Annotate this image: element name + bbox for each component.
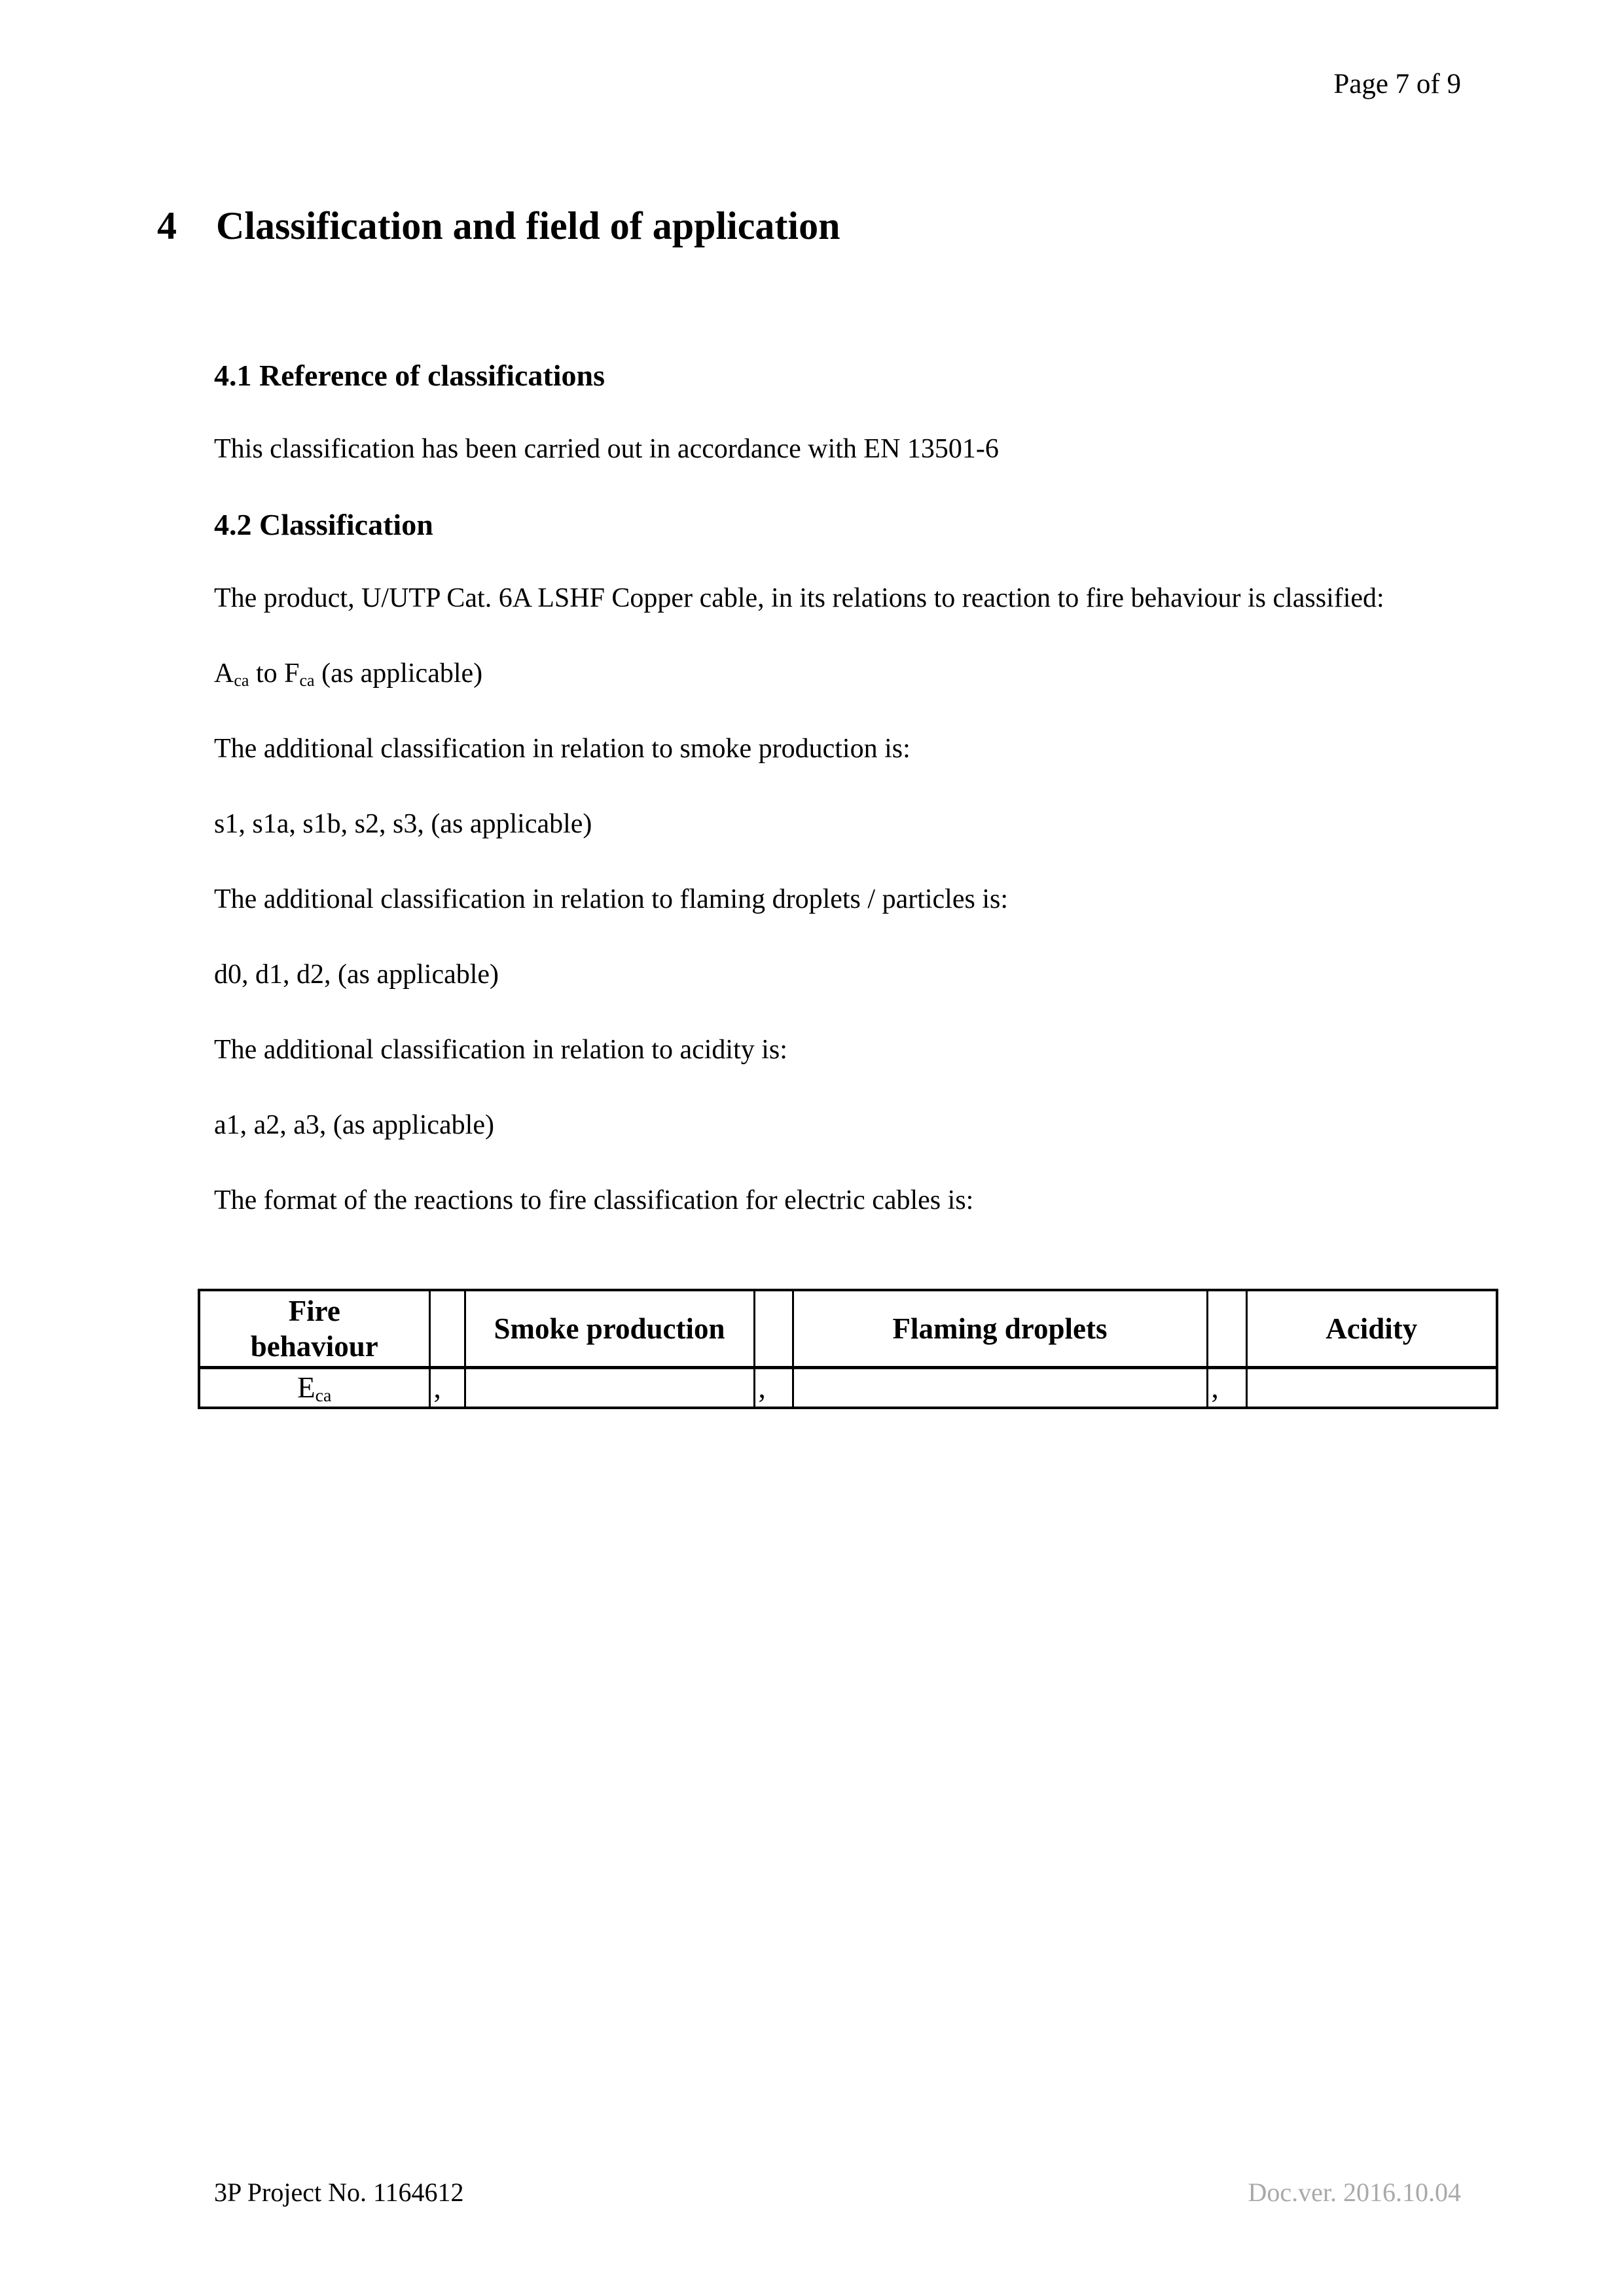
header-separator-3 xyxy=(1207,1290,1246,1367)
cell-droplets xyxy=(793,1367,1207,1408)
cell-fire-behaviour xyxy=(199,1367,429,1408)
header-separator-2 xyxy=(754,1290,793,1367)
reference-paragraph: This classification has been carried out in accordance with EN 13501-6 xyxy=(214,434,999,464)
document-body xyxy=(214,251,1461,1257)
classification-intro-paragraph: The product, U/UTP Cat. 6A LSHF Copper cable, in its relations to reaction to fire behaviour is classified: xyxy=(214,583,1384,613)
droplets-classification-values: d0, d1, d2, (as applicable) xyxy=(214,960,499,990)
header-flaming-droplets: Flaming droplets xyxy=(793,1290,1207,1367)
header-fire-behaviour: Fire behaviour xyxy=(199,1290,429,1367)
page-footer xyxy=(0,2176,1624,2296)
cell-comma-3: , xyxy=(1207,1367,1246,1408)
acidity-classification-values: a1, a2, a3, (as applicable) xyxy=(214,1110,494,1140)
fire-class-sub1: ca xyxy=(234,670,249,690)
project-number: 3P Project No. 1164612 xyxy=(214,2178,464,2207)
eca-pre: E xyxy=(297,1371,316,1404)
table-header-row xyxy=(199,1290,1497,1367)
page-number: Page 7 of 9 xyxy=(1333,69,1461,99)
header-smoke-production: Smoke production xyxy=(465,1290,754,1367)
fire-class-mid: to F xyxy=(249,658,300,689)
section-title-text: Classification and field of application xyxy=(216,204,840,247)
fire-class-post: (as applicable) xyxy=(314,658,483,689)
section-title xyxy=(157,201,1624,251)
fire-class-pre: A xyxy=(214,658,234,689)
cell-comma-1: , xyxy=(429,1367,465,1408)
cell-acidity xyxy=(1246,1367,1497,1408)
fire-class-sub2: ca xyxy=(299,670,315,690)
smoke-classification-values: s1, s1a, s1b, s2, s3, (as applicable) xyxy=(214,809,592,839)
subsection-42-heading: 4.2 Classification xyxy=(214,508,433,541)
table-row xyxy=(199,1367,1497,1408)
cell-smoke xyxy=(465,1367,754,1408)
section-number: 4 xyxy=(157,204,177,247)
eca-sub: ca xyxy=(315,1386,332,1407)
droplets-classification-label: The additional classification in relation to flaming droplets / particles is: xyxy=(214,884,1009,914)
subsection-41-heading: 4.1 Reference of classifications xyxy=(214,359,605,392)
classification-format-table xyxy=(198,1289,1498,1409)
smoke-classification-label: The additional classification in relation to smoke production is: xyxy=(214,734,911,764)
header-separator-1 xyxy=(429,1290,465,1367)
header-acidity: Acidity xyxy=(1246,1290,1497,1367)
fire-class-range-line xyxy=(214,655,1461,692)
cell-comma-2: , xyxy=(754,1367,793,1408)
classification-format-table-wrap xyxy=(198,1289,1624,1409)
acidity-classification-label: The additional classification in relation to acidity is: xyxy=(214,1035,787,1065)
format-label: The format of the reactions to fire classification for electric cables is: xyxy=(214,1185,974,1215)
doc-version: Doc.ver. 2016.10.04 xyxy=(1248,2178,1461,2207)
